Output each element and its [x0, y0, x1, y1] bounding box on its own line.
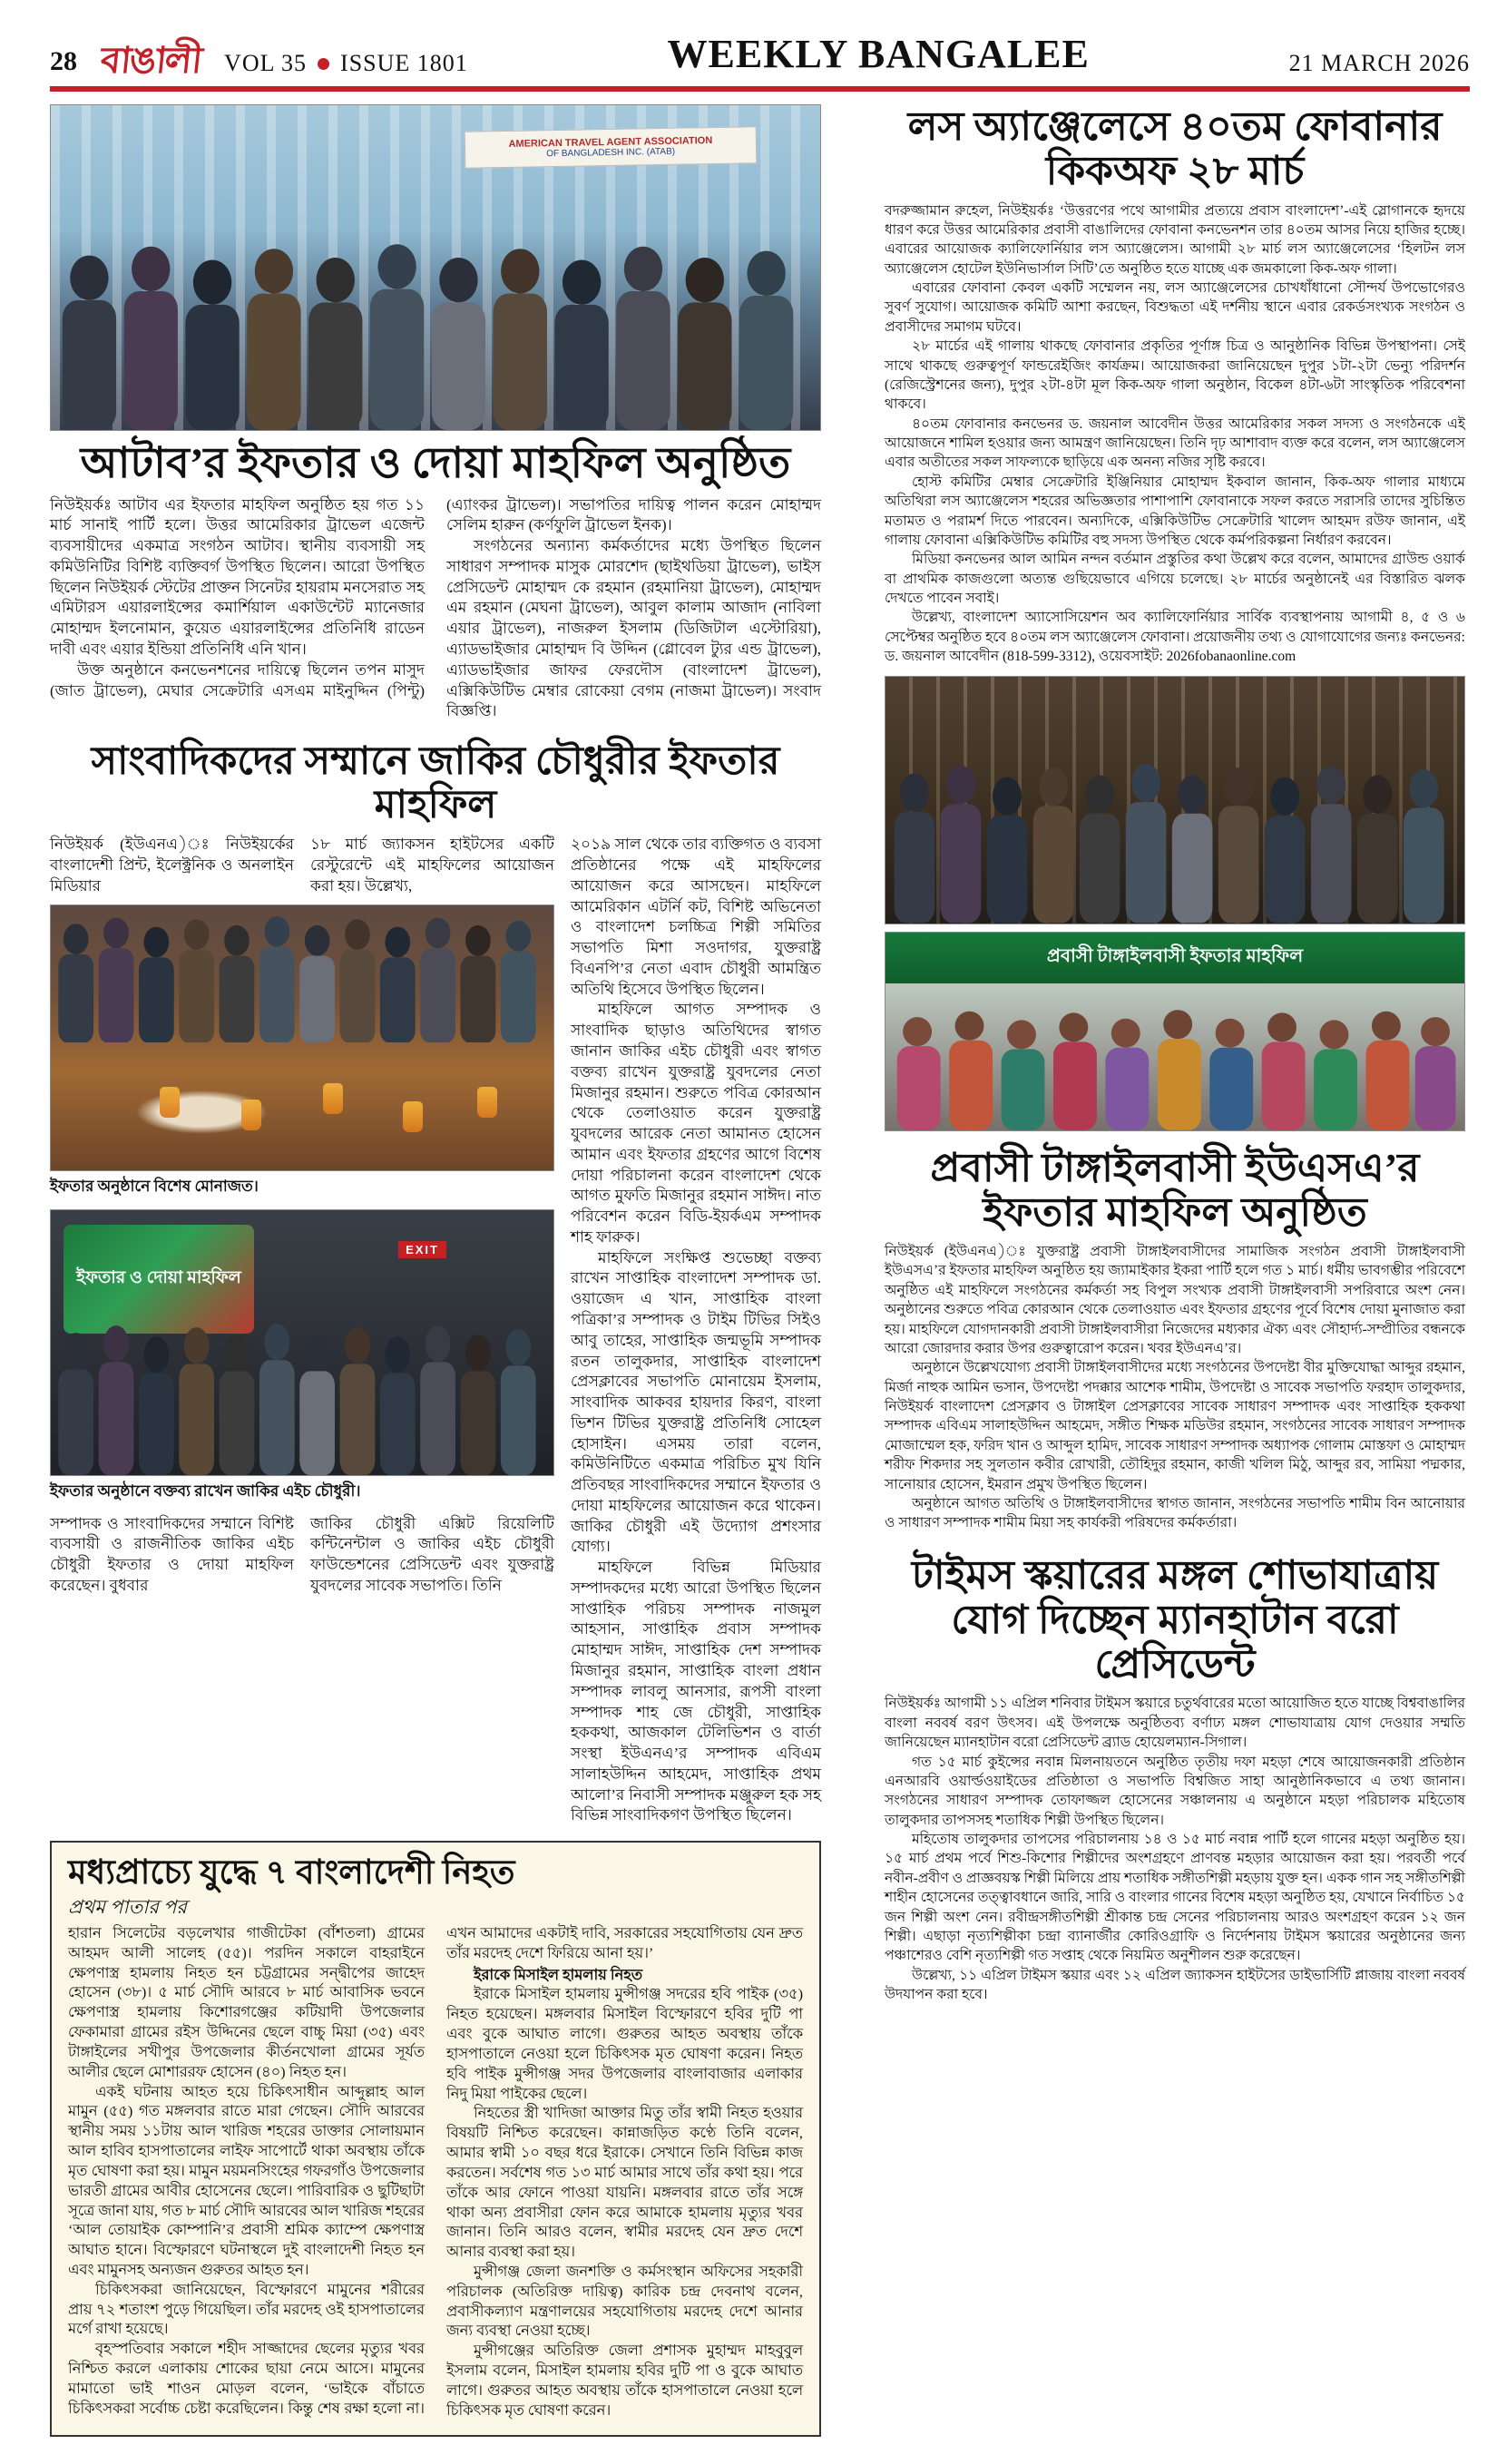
zakir-left-area: [50, 835, 554, 1826]
issue-date: 21 MARCH 2026: [1288, 50, 1470, 76]
iftar-banner: ইফতার ও দোয়া মাহফিল: [64, 1225, 254, 1334]
crowd-silhouette: [51, 905, 553, 1043]
zakir-right-column: [571, 835, 821, 1826]
zakir-bottom-col2: জাকির চৌধুরী এক্সিট রিয়েলিটি কন্টিনেন্টাল ও জাকির এইচ চৌধুরী ফাউন্ডেশনের প্রেসিডেন্ট এবং যুক্তরাষ্ট্র যুবদলের সাবেক সভাপতি। তিনি: [310, 1514, 554, 1594]
zakir-speech-photo: [50, 1209, 554, 1476]
atab-paragraph: নিউইয়র্কঃ আটাব এর ইফতার মাহফিল অনুষ্ঠিত হয় গত ১১ মার্চ সানাই পার্টি হলে। উত্তর আমেরিকার ট্রাভেল এজেন্ট ব্যবসায়ীদের একমাত্র সংগঠন আটাব। স্থানীয় ব্যবসায়ী সহ কমিউনিটির বিশিষ্ট ব্যক্তিবর্গ উপস্থিত ছিলেন। আরো উপস্থিত ছিলেন নিউইয়র্ক স্টেটের প্রাক্তন সিনেটর হায়রাম মনসেরাত সহ এমিটারস এয়ারলাইন্সের কমার্শিয়াল একাউন্টেট ম্যানেজার মোহাম্মদ ইলনোমান, কুয়েত এয়ারলাইন্সের প্রতিনিধি রাডেন দাবী এবং এয়ার ইন্ডিয়া প্রতিনিধি এনি খান।: [50, 495, 425, 658]
separator-dot-icon: [318, 58, 329, 70]
fobana-paragraph: মিডিয়া কনভেনর আল আমিন নন্দন বর্তমান প্রস্তুতির কথা উল্লেখ করে বলেন, আমাদের গ্রাউন্ড ওয়ার্ক বা প্রাথমিক কাজগুলো অত্যন্ত গুছিয়েভাবে এগিয়ে চলেছে। ২৮ মার্চের অনুষ্ঠানেই এর বিস্তারিত ঝলক দেখতে পাবেন সবাই।: [885, 552, 1465, 607]
crowd-silhouette: [51, 1311, 553, 1475]
tangail-body: [885, 1242, 1465, 1533]
header-rule: [50, 86, 1470, 92]
tangail-paragraph: অনুষ্ঠানে উল্লেখযোগ্য প্রবাসী টাঙ্গাইলবাসীদের মধ্যে সংগঠনের উপদেষ্টা বীর মুক্তিযোদ্ধা আব্দুর রহমান, মির্জা নাহুক আমিন ভসান, উপদেষ্টা পদক্কার আশেক শামীম, উপদেষ্টা ও সাবেক সভাপতি ফরহাদ তালুকদার, নিউইয়র্ক বাংলাদেশ প্রেসক্লাব ও টাঙ্গাইল প্রেসক্লাবের সাবেক সাধারণ সম্পাদক এবং সাপ্তাহিক হককথা সম্পাদক এবিএম সালাহউদ্দিন আহমেদ, সঙ্গীত শিক্ষক মডিউর রহমান, সংগঠনের সাবেক সাধারণ সম্পাদক মোজাম্মেল হক, ফরিদ খান ও আব্দুল হামিদ, সাবেক সাধারণ সম্পাদক অধ্যাপক গোলাম মোস্তফা ও মোহাম্মদ শরীফ শিকদার সহ সুলতান কবীর রোখারী, তৌহিদুর রহমান, কাজী খলিল মিঠু, আব্দুর রব, সামিয়া পদ্মকার, সানোয়ার হোসেন, ইমরান প্রমুখ উপস্থিত ছিলেন।: [885, 1360, 1465, 1492]
zakir-bottom-col1: সম্পাদক ও সাংবাদিকদের সম্মানে বিশিষ্ট ব্যবসায়ী ও রাজনীতিক জাকির এইচ চৌধুরী ইফতার ও দোয়া মাহফিল করেছেন। বুধবার: [50, 1514, 294, 1594]
mideast-paragraph: হারান সিলেটের বড়লেখার গাজীটেকা (বাঁশতলা) গ্রামের আহমদ আলী সালেহ (৫৫)। পরদিন সকালে বাহরাইনে ক্ষেপণাস্ত্র হামলায় নিহত হন চট্টগ্রামের সন্দ্বীপের জাহেদ হোসেন (৩৮)। ৫ মার্চ সৌদি আরবে ৮ মার্চ আবাসিক ভবনে ক্ষেপণাস্ত্র হামলায় কিশোরগঞ্জের কটিয়াদী উপজেলার ফেকামারা গ্রামের রইস উদ্দিনের ছেলে বাচ্চু মিয়া (৩৫) এবং টাঙ্গাইলের সখীপুর উপজেলার কীর্তনখোলা গ্রামের সূর্যত আলীর ছেলে মোশাররফ হোসেন (৪০) নিহত হন।: [68, 1923, 425, 2080]
fobana-paragraph: এবারের ফোবানা কেবল একটি সম্মেলন নয়, লস অ্যাঞ্জেলেসের চোখধাঁধানো সৌন্দর্য উপভোগেরও সুবর্ণ সুযোগ। আয়োজক কমিটি আশা করছেন, বিশুদ্ধতা এই দর্শনীয় স্থানে এবার রেকর্ডসংখ্যক সংগঠন ও প্রবাসীদের সমাগম ঘটবে।: [885, 280, 1465, 335]
timessquare-paragraph: নিউইয়র্কঃ আগামী ১১ এপ্রিল শনিবার টাইমস স্কয়ারে চতুর্থবারের মতো আয়োজিত হতে যাচ্ছে বিশ্ববাঙালির বাংলা নববর্ষ বরণ উৎসব। এই উপলক্ষে অনুষ্ঠিতব্য বর্ণাঢ্য মঙ্গল শোভাযাত্রায় যোগ দেওয়ার সম্মতি জানিয়েছেন ম্যানহাটান বরো প্রেসিডেন্ট ব্র্যাড হোয়েলম্যান-সিগাল।: [885, 1696, 1465, 1751]
zakir-paragraph: মাহফিলে আগত সম্পাদক ও সাংবাদিক ছাড়াও অতিথিদের স্বাগত জানান জাকির এইচ চৌধুরী এবং স্বাগত বক্তব্য রাখেন যুক্তরাষ্ট্র যুবদলের নেতা মিজানুর রহমান। শুরুতে পবিত্র কোরআন থেকে তেলাওয়াত করেন যুক্তরাষ্ট্র যুবদলের আরেক নেতা আমানত হোসেন আমান এবং ইফতার গ্রহণের আগে বিশেষ দোয়া পরিচালনা করেন বাংলাদেশ থেকে আগত মুফতি মিজানুর রহমান সাঈদ। নাত পরিবেশন করেন বিডি-ইয়র্কএম সম্পাদক শাহ ফারুক।: [571, 1001, 821, 1246]
timessquare-paragraph: গত ১৫ মার্চ কুইন্সের নবান্ন মিলনায়তনে অনুষ্ঠিত তৃতীয় দফা মহড়া শেষে আয়োজনকারী প্রতিষ্ঠান এনআরবি ওয়ার্ল্ডওয়াইডের প্রতিষ্ঠাতা ও সভাপতি বিশ্বজিত সাহা আনুষ্ঠানিকভাবে এ তথ্য জানান। সংগঠনের সাধারণ সম্পাদক তোফাজ্জল হোসেনের সঞ্চালনায় এ অনুষ্ঠানে মহড়া পরিচালক মহিতোষ তালুকদার তাপসসহ শতাধিক শিল্পী উপস্থিত ছিলেন।: [885, 1754, 1465, 1828]
atab-body: [50, 495, 821, 722]
fobana-paragraph: হোস্ট কমিটির মেম্বার সেক্রেটারি ইঞ্জিনিয়ার মোহাম্মদ ইকবাল জানান, কিক-অফ গালার মাধ্যমে অতিথিরা লস অ্যাঞ্জেলেস শহরের অভিজ্ঞতার পাশাপাশি ফোবানাকে সফল করতে সরাসরি তাদের সুচিন্তিত মতামত ও পরামর্শ দিতে পারবেন। অন্যদিকে, এক্সিকিউটিভ সেক্রেটারি খালেদ আহমদ রউফ জানান, এই গালায় ফোবানা এক্সিকিউটিভ কমিটির বহু সদস্য উপস্থিত থেকে কর্মপরিকল্পনা নির্ধারণ করবেন।: [885, 474, 1465, 548]
mideast-paragraph: মুন্সীগঞ্জ জেলা জনশক্তি ও কর্মসংস্থান অফিসের সহকারী পরিচালক (অতিরিক্ত দায়িত্ব) কারিক চন্দ্র দেবনাথ বলেন, প্রবাসীকল্যাণ মন্ত্রণালয়ের সহযোগিতায় মরদেহ দেশে আনার জন্য ব্যবস্থা নেওয়া হচ্ছে।: [446, 2263, 803, 2340]
page-number: 28: [50, 46, 77, 76]
zakir-headline: সাংবাদিকদের সম্মানে জাকির চৌধুরীর ইফতার মাহফিল: [91, 740, 780, 827]
speech-photo-caption: ইফতার অনুষ্ঠানে বক্তব্য রাখেন জাকির এইচ চৌধুরী।: [50, 1481, 361, 1500]
zakir-intro-col1: নিউইয়র্ক (ইউএনএ)ঃ নিউইয়র্কের বাংলাদেশী প্রিন্ট, ইলেক্ট্রনিক ও অনলাইন মিডিয়ার: [50, 836, 294, 895]
tangail-paragraph: অনুষ্ঠানে আগত অতিথি ও টাঙ্গাইলবাসীদের স্বাগত জানান, সংগঠনের সভাপতি শামীম বিন আনোয়ার ও সাধারণ সম্পাদক শামীম মিয়া সহ কার্যকরী পরিষদের কর্মকর্তারা।: [885, 1495, 1465, 1531]
zakir-paragraph: ২০১৯ সাল থেকে তার ব্যক্তিগত ও ব্যবসা প্রতিষ্ঠানের পক্ষে এই মাহফিলের আয়োজন করে আসছেন। মাহফিলে আমেরিকান এটর্নি কট, বিশিষ্ট অভিনেতা ও বাংলাদেশ চলচ্চিত্র শিল্পী সমিতির সভাপতি মিশা সওদাগর, যুক্তরাষ্ট্র বিএনপি’র নেতা এবাদ চৌধুরী আমন্ত্রিত অতিথি হিসেবে উপস্থিত ছিলেন।: [571, 836, 821, 998]
fobana-paragraph: উল্লেখ্য, বাংলাদেশ অ্যাসোসিয়েশন অব ক্যালিফোর্নিয়ার সার্বিক ব্যবস্থাপনায় আগামী ৪, ৫ ও ৬ সেপ্টেম্বর অনুষ্ঠিত হবে ৪০তম লস অ্যাঞ্জেলেস ফোবানা। প্রয়োজনীয় তথ্য ও যোগাযোগের জন্যঃ কনভেনর: ড. জয়নাল আবেদীন (818-599-3312), ওয়েবসাইট: 2026fobanaonline.com: [885, 610, 1465, 665]
mideast-paragraph: চিকিৎসকরা জানিয়েছেন, বিস্ফোরণে মামুনের শরীরের প্রায় ৭২ শতাংশ পুড়ে গিয়েছিল। তাঁর মরদেহ ওই হাসপাতালের মর্গে রাখা হয়েছে।: [68, 2280, 425, 2338]
atab-banner-line1: AMERICAN TRAVEL AGENT ASSOCIATION: [508, 135, 713, 150]
tangail-paragraph: নিউইয়র্ক (ইউএনএ)ঃ যুক্তরাষ্ট্র প্রবাসী টাঙ্গাইলবাসীদের সামাজিক সংগঠন প্রবাসী টাঙ্গাইলবাসী ইউএসএ’র ইফতার মাহফিল অনুষ্ঠিত হয় জ্যামাইকার ইকরা পার্টি হলে গত ১ মার্চ। ধর্মীয় ভাবগম্ভীর পরিবেশে অনুষ্ঠিত এই মাহফিলে সংগঠনের কর্মকর্তা সহ বিপুল সংখ্যক প্রবাসী টাঙ্গাইলবাসী সপরিবারে অংশ নেন। অনুষ্ঠানের শুরুতে পবিত্র কোরআন থেকে তেলাওয়াত এবং ইফতার গ্রহণের পূর্বে বিশেষ দোয়া মুনাজাত করা হয়। মাহফিলে যোগদানকারী প্রবাসী টাঙ্গাইলবাসীরা নিজেদের মধ্যকার ঐক্য এবং সৌহার্দ্য-সম্প্রীতির বন্ধনকে আরো জোরদার করার উপর গুরুত্বারোপ করেন। খবর ইউএনএ’র।: [885, 1244, 1465, 1356]
tangail-group-photo-2: [885, 932, 1465, 1131]
mideast-kicker: প্রথম পাতার পর: [68, 1895, 187, 1918]
mideast-paragraph: বৃহস্পতিবার সকালে শহীদ সাজ্জাদের ছেলের মৃত্যুর খবর নিশ্চিত করলে এলাকায় শোকের ছায়া নেমে আসে। মামুনের মামাতো ভাই শাওন মোড়ল বলেন, ‘ভাইকে বাঁচাতে চিকিৎসকরা সর্বোচ্চ চেষ্টা করেছিলেন। কিন্তু শেষ রক্ষা হলো না। এখন আমাদের একটাই দাবি, সরকারের সহযোগিতায় যেন দ্রুত তাঁর মরদেহ দেশে ফিরিয়ে আনা হয়।’: [68, 1923, 803, 2417]
mideast-headline: মধ্যপ্রাচ্যে যুদ্ধে ৭ বাংলাদেশী নিহত: [68, 1854, 515, 1892]
mideast-paragraph: নিহতের স্ত্রী খাদিজা আক্তার মিতু তাঁর স্বামী নিহত হওয়ার বিষয়টি নিশ্চিত করেছেন। কান্নাজড়িত কণ্ঠে তিনি বলেন, আমার স্বামী ১০ বছর ধরে ইরাকে। সেখানে তিনি বিভিন্ন কাজ করতেন। সর্বশেষ গত ১৩ মার্চ আমার সাথে তাঁর কথা হয়। পরে তাঁকে আর ফোনে পাওয়া যায়নি। মঙ্গলবার রাতে তাঁর সঙ্গে থাকা অন্য প্রবাসীরা ফোন করে আমাকে হামলায় মৃত্যুর খবর জানান। তিনি আরও বলেন, স্বামীর মরদেহ যেন দ্রুত দেশে আনার ব্যবস্থা করা হয়।: [446, 2104, 803, 2261]
atab-paragraph: সংগঠনের অন্যান্য কর্মকর্তাদের মধ্যে উপস্থিত ছিলেন সাধারণ সম্পাদক মাসুক মোরশেদ (ছাইথডিয়া ট্রাভেল), ভাইস প্রেসিডেন্ট মোহাম্মদ কে রহমান (রহমানিয়া ট্রাভেল), মোহাম্মদ এম রহমান (মেঘনা ট্রাভেল), আবুল কালাম আজাদ (নাবিলা এয়ার ট্রাভেল), নাজরুল ইসলাম (ডিজিটাল এস্টোরিয়া), এ্যাডভাইজার মোহাম্মদ বি উদ্দিন (গ্লোবেল ট্যুর এন্ড ট্রাভেল), এ্যাডভাইজার জাফর ফেরদৌস (বাংলাদেশ ট্রাভেল), এক্সিকিউটিভ মেম্বার রোকেয়া বেগম (নাজমা ট্রাভেল)। সংবাদ বিজ্ঞপ্তি।: [446, 537, 821, 720]
exit-sign: EXIT: [398, 1241, 446, 1258]
zakir-paragraph: মাহফিলে সংক্ষিপ্ত শুভেচ্ছা বক্তব্য রাখেন সাপ্তাহিক বাংলাদেশ সম্পাদক ডা. ওয়াজেদ এ খান, সাপ্তাহিক বাংলা পত্রিকা’র সম্পাদক ও টাইম টিভির সিইও আবু তাহের, সাপ্তাহিক জন্মভূমি সম্পাদক রতন তালুকদার, সাপ্তাহিক বাংলাদেশ প্রেসক্লাবের সভাপতি মোনায়েম ইসলাম, সাংবাদিক আকবর হায়দার কিরণ, বাংলা ভিশন টিভির যুক্তরাষ্ট্র প্রতিনিধি সোহেল হোসাইন। এসময় তারা বলেন, কমিউনিটিতে একমাত্র পরিচিত মুখ যিনি প্রতিবছর সাংবাদিকদের সম্মানে ইফতার ও দোয়া মাহফিলের আয়োজন করে থাকেন। জাকির চৌধুরী এই উদ্যোগ প্রশংসার যোগ্য।: [571, 1248, 821, 1556]
page-header: [50, 31, 1470, 81]
fobana-paragraph: ৪০তম ফোবানার কনভেনর ড. জয়নাল আবেদীন উত্তর আমেরিকার সকল সদস্য ও সংগঠনকে এই আয়োজনে শামিল হওয়ার জন্য আমন্ত্রণ জানিয়েছেন। তিনি দৃঢ় আশাবাদ ব্যক্ত করে বলেন, লস অ্যাঞ্জেলেস এবার অতীতের সকল সাফল্যকে ছাড়িয়ে এক অনন্য নজির সৃষ্টি করবে।: [885, 416, 1465, 471]
crowd-silhouette: [885, 1000, 1464, 1130]
mideast-body: [68, 1923, 803, 2420]
timessquare-body: [885, 1694, 1465, 2004]
atab-paragraph: উক্ত অনুষ্ঠানে কনভেনশনের দায়িত্বে ছিলেন তপন মাসুদ (জাত ট্রাভেল), মেঘার সেক্রেটারি এসএম মাইনুদ্দিন (পিন্টু) (এ্যাংকর ট্রাভেল)। সভাপতির দায়িত্ব পালন করেন মোহাম্মদ সেলিম হারুন (কর্ণফুলি ট্রাভেল ইনক)।: [50, 495, 821, 699]
volume-label: VOL 35: [224, 50, 308, 76]
fobana-paragraph: ২৮ মার্চের এই গালায় থাকছে ফোবানার প্রকৃতির পূর্ণাঙ্গ চিত্র ও আনুষ্ঠানিক বিভিন্ন উপস্থাপনা। সেই সাথে থাকছে গুরুত্বপূর্ণ ফান্ডরেইজিং কার্যক্রম। আয়োজকরা জানিয়েছেন দুপুর ১টা-২টা ভেন্যু পরিদর্শন (রেজিস্ট্রেশনের জন্য), দুপুর ২টা-৪টা মূল কিক-অফ গালা অনুষ্ঠান, বিকেল ৪টা-৬টা সাংস্কৃতিক পরিবেশনা থাকবে।: [885, 338, 1465, 413]
bangalee-logo: বাঙালী: [98, 40, 203, 81]
mideast-subhead: ইরাকে মিসাইল হামলায় নিহত: [474, 1965, 642, 1983]
tangail-headline: প্রবাসী টাঙ্গাইলবাসী ইউএসএ’র ইফতার মাহফিল অনুষ্ঠিত: [930, 1145, 1420, 1235]
zakir-paragraph: মাহফিলে বিভিন্ন মিডিয়ার সম্পাদকদের মধ্যে আরো উপস্থিত ছিলেন সাপ্তাহিক পরিচয় সম্পাদক নাজমুল আহসান, সাপ্তাহিক প্রবাস সম্পাদক মোহাম্মদ সাঈদ, সাপ্তাহিক দেশ সম্পাদক মিজানুর রহমান, সাপ্তাহিক বাংলা প্রধান সম্পাদক লাবলু আনসার, রূপসী বাংলা সম্পাদক শাহ জে চৌধুরী, সাপ্তাহিক হককথা, আজকাল টেলিভিশন ও বার্তা সংস্থা ইউএনএ’র সম্পাদক এবিএম সালাহউদ্দিন আহমেদ, সাপ্তাহিক প্রথম আলো’র নিবাসী সম্পাদক মঞ্জুরুল হক সহ বিভিন্ন সাংবাদিকগণ উপস্থিত ছিলেন।: [571, 1559, 821, 1824]
right-column: [885, 104, 1465, 2437]
timessquare-paragraph: মহিতোষ তালুকদার তাপসের পরিচালনায় ১৪ ও ১৫ মার্চ নবান্ন পার্টি হলে গানের মহড়া অনুষ্ঠিত হয়। ১৫ মার্চ প্রথম পর্বে শিশু-কিশোর শিল্পীদের অংশগ্রহণে প্রাণবন্ত মহড়ার আয়োজন করা হয়। পরবর্তী পর্বে নবীন-প্রবীণ ও প্রাজ্ঞবয়স্ক শিল্পী মিলিয়ে প্রায় শতাধিক সঙ্গীতশিল্পী মহড়ায় যুক্ত হন। একক গান সহ সঙ্গীতশিল্পী শাহীন হোসেনের তত্ত্বাবধানে জারি, সারি ও বাংলার গানের বিশেষ মহড়া অনুষ্ঠিত হয়, যেখানে নির্বাচিত ১৫ জন শিল্পী অংশ নেন। রবীন্দ্রসঙ্গীতশিল্পী শ্রীকান্ত চন্দ্র সেনের পরিচালনায় আরও অংশগ্রহণ করেন ১২ জন শিল্পী। এছাড়া নৃত্যশিল্পীকা চন্দ্রা ব্যানার্জীর কোরিওগ্রাফি ও নির্দেশনায় টাইমস স্কয়ারের অনুষ্ঠানের জন্য পঞ্চাশেরও বেশি নৃত্যশিল্পী গত সপ্তাহ থেকে নিয়মিত অনুশীলন শুরু করেছেন।: [885, 1832, 1465, 1964]
left-column: [50, 104, 821, 2437]
tangail-banner: প্রবাসী টাঙ্গাইলবাসী ইফতার মাহফিল: [885, 933, 1464, 983]
atab-banner-line2: OF BANGLADESH INC. (ATAB): [546, 146, 676, 160]
fobana-body: [885, 201, 1465, 667]
crowd-silhouette: [51, 229, 820, 430]
mideast-article-box: [50, 1841, 821, 2437]
fobana-paragraph: বদরুজ্জামান রুহেল, নিউইয়র্কঃ ‘উত্তরণের পথে আগামীর প্রত্যয়ে প্রবাস বাংলাদেশ’-এই স্লোগানকে হৃদয়ে ধারণ করে উত্তর আমেরিকার প্রবাসী বাঙালিদের ফোবানা কনভেনশন তার ৪০তম আসর নিয়ে হাজির হচ্ছে। এবারের আয়োজক ক্যালিফোর্নিয়ার লস অ্যাঞ্জেলেস। আগামী ২৮ মার্চ লস অ্যাঞ্জেলেসের ‘হিলটন লস অ্যাঞ্জেলেস হোটেল ইউনিভার্সাল সিটি’তে অনুষ্ঠিত হতে যাচ্ছে এক জমকালো কিক-অফ গালা।: [885, 202, 1465, 277]
zakir-article: [50, 835, 821, 1826]
fobana-headline: লস অ্যাঞ্জেলেসে ৪০তম ফোবানার কিকঅফ ২৮ মার্চ: [907, 104, 1443, 194]
tangail-group-photo-1: [885, 676, 1465, 924]
timessquare-paragraph: উল্লেখ্য, ১১ এপ্রিল টাইমস স্কয়ার এবং ১২ এপ্রিল জ্যাকসন হাইটসের ডাইভার্সিটি প্লাজায় বাংলা নববর্ষ উদযাপন করা হবে।: [885, 1967, 1465, 2003]
zakir-intro-col2: ১৮ মার্চ জ্যাকসন হাইটসের একটি রেস্টুরেন্টে এই মাহফিলের আয়োজন করা হয়। উল্লেখ্য,: [310, 836, 554, 895]
volume-issue: [224, 50, 468, 77]
mideast-paragraph: ইরাকে মিসাইল হামলায় মুন্সীগঞ্জ সদরের হবি পাইক (৩৫) নিহত হয়েছেন। মঙ্গলবার মিসাইল বিস্ফোরণে হবির দুটি পা এবং বুকে আঘাত লাগে। গুরুতর আহত অবস্থায় তাঁকে হাসপাতালে নেওয়া হলে চিকিৎসক মৃত ঘোষণা করেন। নিহত হবি পাইক মুন্সীগঞ্জ সদর উপজেলার বাংলাবাজার এলাকার নিদু মিয়া পাইকের ছেলে।: [446, 1985, 803, 2102]
crowd-silhouette: [885, 750, 1464, 923]
timessquare-headline: টাইমস স্কয়ারের মঙ্গল শোভাযাত্রায় যোগ দিচ্ছেন ম্যানহাটান বরো প্রেসিডেন্ট: [911, 1552, 1439, 1687]
atab-banner: [465, 126, 758, 169]
atab-group-photo: [50, 104, 821, 431]
mideast-paragraph: একই ঘটনায় আহত হয়ে চিকিৎসাধীন আব্দুল্লাহ আল মামুন (৫৫) গত মঙ্গলবার রাতে মারা গেছেন। সৌদি আরবের স্থানীয় সময় ১১টায় আল খারিজ শহরের ডাক্তার সোলায়মান আল হাবিব হাসপাতালের লাইফ সাপোর্টে থাকা অবস্থায় তাঁকে মৃত ঘোষণা করা হয়। মামুন ময়মনসিংহের গফরগাঁও উপজেলার ভারতী গ্রামের আবীর হোসেনের ছেলে। পারিবারিক ও ছুটিছাটা সূত্রে জানা যায়, গত ৮ মার্চ সৌদি আরবের আল খারিজ শহরের ‘আল তোয়াইক কোম্পানি’র প্রবাসী শ্রমিক ক্যাম্পে ক্ষেপণাস্ত্র আঘাত হানে। বিস্ফোরণে ঘটনাস্থলে দুই বাংলাদেশী নিহত হন এবং মামুনসহ অন্যজন গুরুতর আহত হন।: [68, 2082, 425, 2278]
mideast-paragraph: মুন্সীগঞ্জের অতিরিক্ত জেলা প্রশাসক মুহাম্মদ মাহবুবুল ইসলাম বলেন, মিসাইল হামলায় হবির দুটি পা ও বুকে আঘাত লাগে। গুরুতর আহত অবস্থায় তাঁকে হাসপাতালে নেওয়া হলে চিকিৎসক মৃত ঘোষণা করেন।: [446, 2342, 803, 2419]
iftar-table-photo: [50, 904, 554, 1171]
atab-headline: আটাব’র ইফতার ও দোয়া মাহফিল অনুষ্ঠিত: [80, 440, 791, 487]
issue-label: ISSUE 1801: [340, 50, 468, 76]
masthead-title: WEEKLY BANGALEE: [667, 32, 1090, 76]
iftar-photo-caption: ইফতার অনুষ্ঠানে বিশেষ মোনাজত।: [50, 1177, 259, 1195]
